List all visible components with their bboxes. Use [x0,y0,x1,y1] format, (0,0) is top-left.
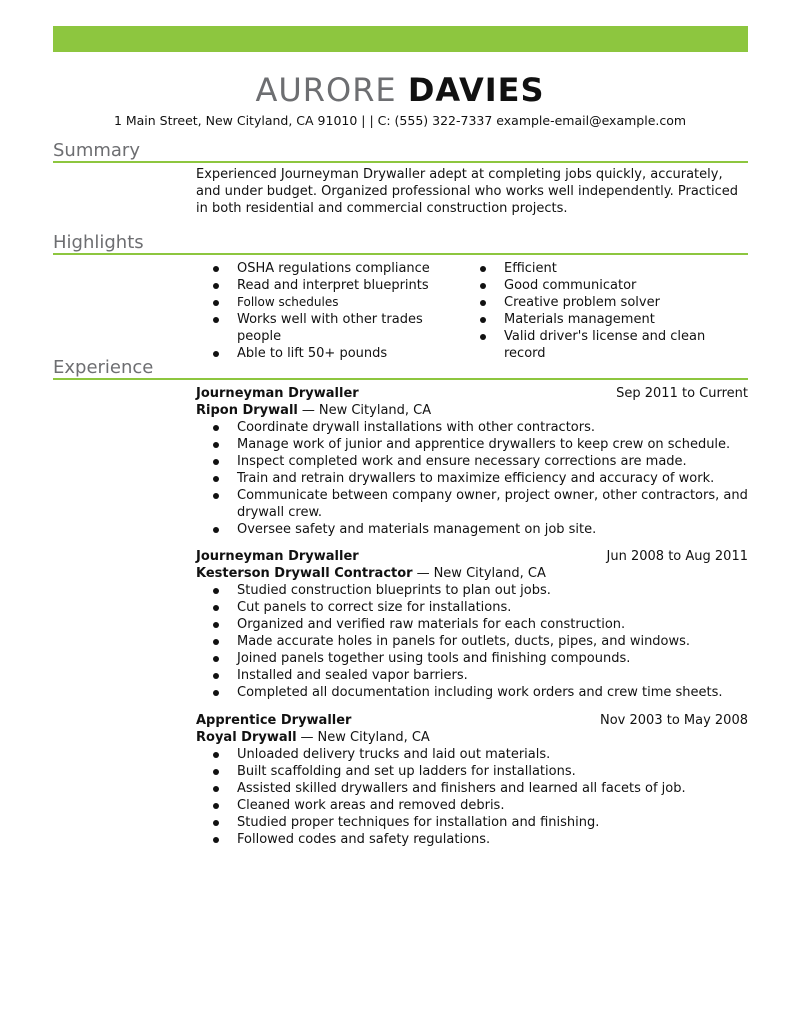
duty-item: Assisted skilled drywallers and finishers and learned all facets of job. [196,780,748,797]
company-separator: — [300,730,314,745]
duties-list [196,582,748,701]
highlights-divider [53,253,748,255]
duty-item: Cleaned work areas and removed debris. [196,797,748,814]
company-name: Royal Drywall [196,730,297,745]
duty-item: Installed and sealed vapor barriers. [196,667,748,684]
last-name: DAVIES [407,71,545,109]
candidate-name [0,70,800,110]
job-location: New Cityland, CA [317,730,430,745]
duty-item: Followed codes and safety regulations. [196,831,748,848]
job-dates: Sep 2011 to Current [616,386,748,401]
summary-divider [53,161,748,163]
company-separator: — [301,403,315,418]
highlight-item: Follow schedules [196,294,466,311]
highlights-heading: Highlights [53,232,144,253]
highlight-item: Read and interpret blueprints [196,277,466,294]
highlights-right-list [463,260,748,362]
duty-item: Studied construction blueprints to plan out jobs. [196,582,748,599]
experience-heading: Experience [53,357,154,378]
highlight-item: Creative problem solver [463,294,748,311]
duty-item: Communicate between company owner, project owner, other contractors, and drywall crew. [196,487,748,521]
duty-item: Joined panels together using tools and finishing compounds. [196,650,748,667]
job-entry [196,385,748,538]
highlight-item: OSHA regulations compliance [196,260,466,277]
duty-item: Completed all documentation including work orders and crew time sheets. [196,684,748,701]
company-name: Ripon Drywall [196,403,298,418]
highlight-item: Materials management [463,311,748,328]
job-location: New Cityland, CA [433,566,546,581]
highlight-item: Efficient [463,260,748,277]
company-separator: — [416,566,430,581]
highlight-item: Works well with other trades people [196,311,466,345]
duty-item: Studied proper techniques for installation and finishing. [196,814,748,831]
experience-divider [53,378,748,380]
duties-list [196,419,748,538]
duty-item: Inspect completed work and ensure necessary corrections are made. [196,453,748,470]
job-title: Apprentice Drywaller [196,713,352,728]
duties-list [196,746,748,848]
duty-item: Cut panels to correct size for installations. [196,599,748,616]
highlights-left-list [196,260,466,362]
job-title: Journeyman Drywaller [196,549,359,564]
highlight-item: Good communicator [463,277,748,294]
first-name: AURORE [255,71,397,109]
duty-item: Manage work of junior and apprentice drywallers to keep crew on schedule. [196,436,748,453]
job-dates: Jun 2008 to Aug 2011 [606,549,748,564]
duty-item: Made accurate holes in panels for outlets, ducts, pipes, and windows. [196,633,748,650]
summary-text: Experienced Journeyman Drywaller adept at completing jobs quickly, accurately, and under budget. Organized professional who works well independently. Practiced in both residential and commercial construction projects. [196,167,739,216]
duty-item: Unloaded delivery trucks and laid out materials. [196,746,748,763]
job-entry [196,548,748,701]
highlight-item: Valid driver's license and clean record [463,328,748,362]
job-entry [196,712,748,848]
contact-info: 1 Main Street, New Cityland, CA 91010 | | C: (555) 322-7337 example-email@example.com [113,113,687,128]
job-title: Journeyman Drywaller [196,386,359,401]
highlight-item: Able to lift 50+ pounds [196,345,466,362]
duty-item: Coordinate drywall installations with other contractors. [196,419,748,436]
duty-item: Built scaffolding and set up ladders for installations. [196,763,748,780]
duty-item: Train and retrain drywallers to maximize efficiency and accuracy of work. [196,470,748,487]
job-dates: Nov 2003 to May 2008 [600,713,748,728]
duty-item: Organized and verified raw materials for each construction. [196,616,748,633]
summary-heading: Summary [53,140,140,161]
company-name: Kesterson Drywall Contractor [196,566,413,581]
duty-item: Oversee safety and materials management on job site. [196,521,748,538]
job-location: New Cityland, CA [318,403,432,418]
header-accent-bar [53,26,748,52]
